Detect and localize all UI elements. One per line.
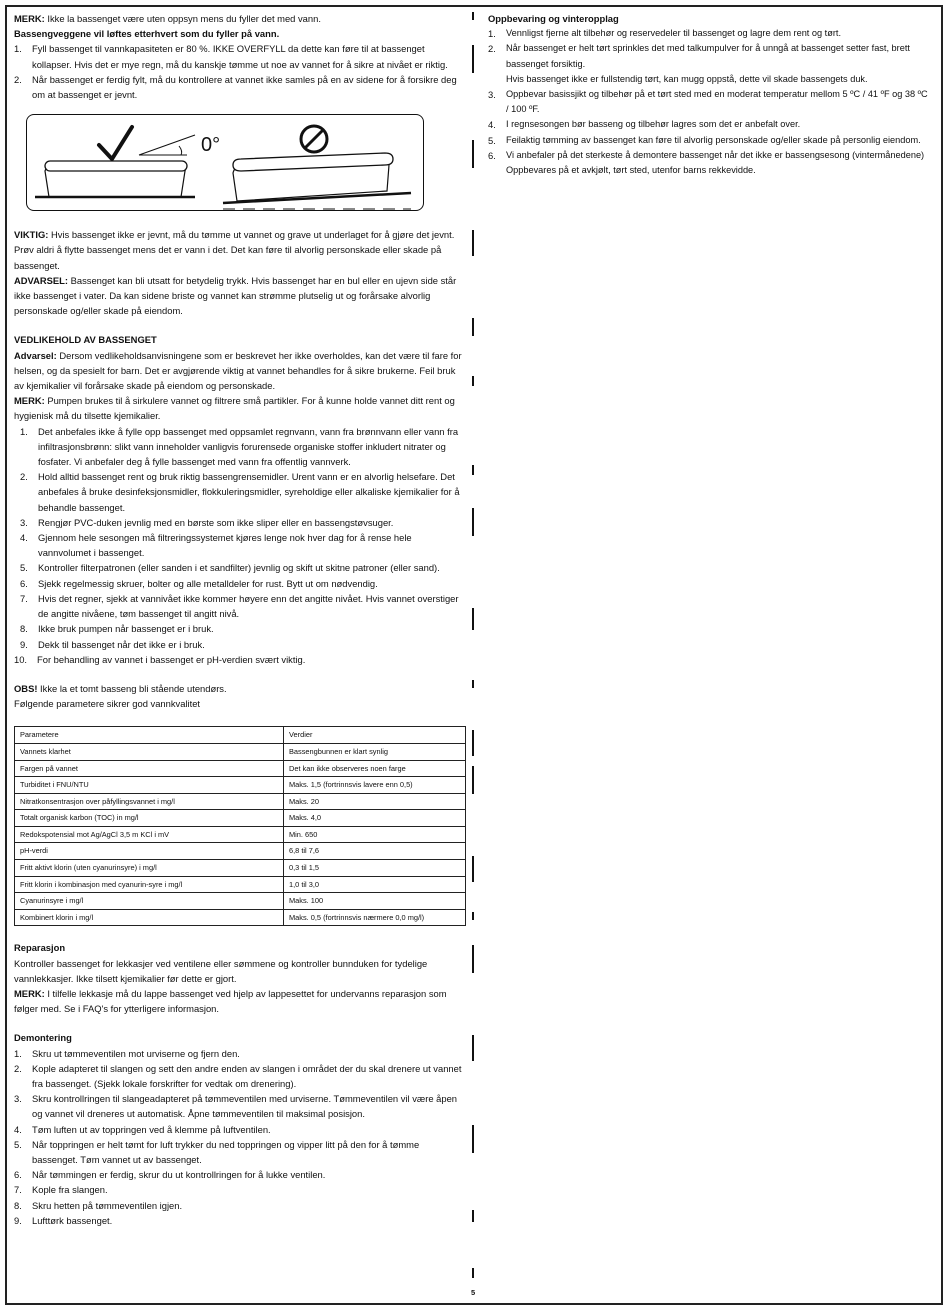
params-intro: Følgende parametere sikrer god vannkvalitet — [14, 698, 201, 710]
list-item: 2. Hold alltid bassenget rent og bruk riktig bassengrensemidler. Urent vann er en alvorlig helsefare. Det anbefales å bruke desinfeksjonsmidler, flokkuleringsmidler, syreholdige eller alkaliske kjemikalier for å behandle bassenget. — [20, 471, 460, 513]
list-item: 2. Når bassenget er ferdig fylt, må du kontrollere at vannet ikke samles på en av sidene for å forsikre deg om at bassenget er jevnt. — [14, 73, 457, 101]
merk-pump: MERK: Pumpen brukes til å sirkulere vannet og filtrere små partikler. For å kunne holde vannet ditt rent og hygienisk må du tilsette kjemikalier. — [14, 395, 455, 422]
list-item: 4. Tøm luften ut av toppringen ved å klemme på luftventilen. — [14, 1123, 271, 1135]
column-divider-mark — [472, 1210, 474, 1222]
storage-step-text: Når bassenget er helt tørt sprinkles det med talkumpulver for å unngå at bassenget setter fast, brett bassenget forsiktig. — [506, 43, 910, 69]
list-item: 5. Når toppringen er helt tømt for luft trykker du ned toppringen og vipper litt på den for å tømme bassenget. Tøm vannet ut av bassenget. — [14, 1138, 420, 1166]
table-row: Cyanurinsyre i mg/l Maks. 100 — [15, 893, 466, 910]
column-divider-mark — [472, 730, 474, 756]
level-pool-illustration — [27, 115, 423, 210]
column-divider-mark — [472, 608, 474, 630]
table-row: Redokspotensial mot Ag/AgCl 3,5 m KCl i mV Min. 650 — [15, 826, 466, 843]
right-column — [488, 11, 932, 178]
column-divider-mark — [472, 856, 474, 882]
list-item: 8. Skru hetten på tømmeventilen igjen. — [14, 1199, 183, 1211]
list-item: 3. Rengjør PVC-duken jevnlig med en børste som ikke sliper eller en bassengstøvsuger. — [20, 516, 394, 528]
list-item: 7. Hvis det regner, sjekk at vannivået ikke kommer høyere enn det angitte nivået. Hvis vannet overstiger de angitte nivåene, tøm bassenget til angitt nivå. — [20, 592, 459, 620]
checkmark-icon — [99, 127, 132, 159]
list-item: 9. Lufttørk bassenget. — [14, 1214, 113, 1226]
tilted-pool — [223, 153, 411, 203]
table-row: Vannets klarhet Bassengbunnen er klart synlig — [15, 743, 466, 760]
storage-step-extra: Hvis bassenget ikke er fullstendig tørt, kan mugg oppstå, dette vil skade bassengets duk. — [506, 73, 868, 84]
column-divider-mark — [472, 45, 474, 73]
level-pool-figure — [26, 114, 424, 211]
viktig-note: VIKTIG: Hvis bassenget ikke er jevnt, må du tømme ut vannet og grave ut underlaget for å gjøre det jevnt. Prøv aldri å flytte bassenget mens det er vann i det. Det kan føre til alvorlig personskade eller skade på bassenget. — [14, 229, 455, 271]
list-item: 1. Vennligst fjerne alt tilbehør og reservedeler til bassenget og lagre dem rent og tørt. — [488, 28, 842, 40]
fill-steps — [14, 41, 466, 102]
table-row: Turbiditet i FNU/NTU Maks. 1,5 (fortrinnsvis lavere enn 0,5) — [15, 777, 466, 794]
column-divider-mark — [472, 912, 474, 920]
list-item: 2. Når bassenget er helt tørt sprinkles det med talkumpulver for å unngå at bassenget setter fast, brett bassenget forsiktig. Hvis bassenget ikke er fullstendig tørt, kan mugg oppstå, dette vil skade bassengets duk. — [488, 43, 910, 84]
merk-repair: MERK: I tilfelle lekkasje må du lappe bassenget ved hjelp av lappesettet for undervanns reparasjon som følger med. Se i FAQ's for ytterligere informasjon. — [14, 988, 447, 1015]
table-row: pH-verdi 6,8 til 7,6 — [15, 843, 466, 860]
column-divider-mark — [472, 140, 474, 168]
dismantle-heading: Demontering — [14, 1032, 72, 1044]
left-column — [14, 11, 466, 1228]
prohibited-icon — [301, 126, 327, 152]
list-item: 9. Dekk til bassenget når det ikke er i bruk. — [20, 638, 205, 650]
list-item: 1. Det anbefales ikke å fylle opp bassenget med oppsamlet regnvann, vann fra brønnvann eller vann fra infiltrasjonsbrønn: slikt vann inneholder vanligvis forurensede organiske stoffer inkludert nitrater og fosfater. Vi anbefaler deg å fylle bassenget med vann fra offentlig vannverk. — [20, 425, 459, 468]
merk-intro: MERK: Ikke la bassenget være uten oppsyn mens du fyller det med vann. — [14, 13, 321, 24]
list-item: 1. Skru ut tømmeventilen mot urviserne og fjern den. — [14, 1047, 240, 1059]
water-parameters-table — [14, 726, 466, 926]
angle-indicator — [139, 135, 195, 155]
list-item: 8. Ikke bruk pumpen når bassenget er i bruk. — [20, 623, 214, 635]
table-row: Nitratkonsentrasjon over påfyllingsvannet i mg/l Maks. 20 — [15, 793, 466, 810]
column-divider-mark — [472, 318, 474, 336]
dismantle-steps — [14, 1046, 466, 1228]
page-number: 5 — [471, 1288, 476, 1297]
level-pool — [35, 161, 195, 197]
column-divider-mark — [472, 508, 474, 536]
column-divider-mark — [472, 945, 474, 973]
column-divider-mark — [472, 1268, 474, 1278]
table-row: Totalt organisk karbon (TOC) in mg/l Maks. 4,0 — [15, 810, 466, 827]
storage-steps — [488, 26, 932, 178]
list-item: 7. Kople fra slangen. — [14, 1184, 108, 1196]
storage-heading: Oppbevaring og vinteropplag — [488, 13, 619, 24]
table-row: Fritt aktivt klorin (uten cyanurinsyre) i mg/l 0,3 til 1,5 — [15, 860, 466, 877]
walls-heading: Bassengveggene vil løftes etterhvert som du fyller på vann. — [14, 28, 280, 40]
obs-note: OBS! Ikke la et tomt basseng bli stående utendørs. — [14, 682, 227, 694]
column-divider-mark — [472, 1035, 474, 1061]
angle-label: 0° — [201, 134, 221, 157]
list-item: 5. Kontroller filterpatronen (eller sanden i et sandfilter) jevnlig og skift ut skitne patroner (eller sand). — [20, 562, 440, 574]
advarsel-maintenance: Advarsel: Dersom vedlikeholdsanvisningene som er beskrevet her ikke overholdes, kan det være til fare for helsen, og da spesielt for barn. Det er avgjørende viktig at vannet behandles for å sikre brukerne. Feil bruk av kjemikalier vil forårsake skade på eiendom og personskade. — [14, 349, 462, 392]
column-divider-mark — [472, 680, 474, 688]
repair-heading: Reparasjon — [14, 942, 66, 954]
list-item: 1. Fyll bassenget til vannkapasiteten er 80 %. IKKE OVERFYLL da dette kan føre til at bassenget kollapser. Hvis det er mye regn, må du kanskje tømme ut noe av vannet for å sikre at nivået er riktig. — [14, 43, 448, 70]
list-item: 2. Kople adapteret til slangen og sett den andre enden av slangen i området der du skal drenere ut vannet fra bassenget. (Sjekk lokale forskrifter for vedtak om drenering). — [14, 1062, 462, 1090]
list-item: 5. Feilaktig tømming av bassenget kan føre til alvorlig personskade og/eller skade på personlig eiendom. — [488, 134, 921, 146]
column-divider-mark — [472, 465, 474, 475]
column-divider-mark — [472, 766, 474, 794]
list-item: 4. Gjennom hele sesongen må filtreringssystemet kjøres lenge nok hver dag for å rense hele vannvolumet i bassenget. — [20, 532, 412, 559]
column-divider-mark — [472, 230, 474, 256]
table-header-row: Parametere Verdier — [15, 727, 466, 744]
column-divider-mark — [472, 12, 474, 20]
list-item: 10. For behandling av vannet i bassenget er pH-verdien svært viktig. — [14, 653, 306, 665]
list-item: 4. I regnsesongen bør basseng og tilbehør lagres som det er anbefalt over. — [488, 119, 801, 131]
table-row: Fritt klorin i kombinasjon med cyanurin-syre i mg/l 1,0 til 3,0 — [15, 876, 466, 893]
table-row: Fargen på vannet Det kan ikke observeres noen farge — [15, 760, 466, 777]
list-item: 6. Vi anbefaler på det sterkeste å demontere bassenget når det ikke er bassengsesong (vintermånedene) Oppbevares på et avkjølt, tørt sted, utenfor barns rekkevidde. — [488, 149, 925, 176]
list-item: 6. Når tømmingen er ferdig, skrur du ut kontrollringen for å lukke ventilen. — [14, 1169, 326, 1181]
maintenance-steps — [14, 424, 466, 652]
list-item: 3. Oppbevar basissjikt og tilbehør på et tørt sted med en moderat temperatur mellom 5 ºC / 41 ºF og 38 ºC / 100 ºF. — [488, 89, 928, 115]
list-item: 6. Sjekk regelmessig skruer, bolter og alle metalldeler for rust. Bytt ut om nødvendig. — [20, 577, 378, 589]
table-row: Kombinert klorin i mg/l Maks. 0,5 (fortrinnsvis nærmere 0,0 mg/l) — [15, 909, 466, 926]
column-divider-mark — [472, 1125, 474, 1153]
advarsel-pressure: ADVARSEL: Bassenget kan bli utsatt for betydelig trykk. Hvis bassenget har en bul eller en ujevn side står ikke bassenget i vater. Da kan sidene briste og vannet kan strømme plutselig ut og forårsake alvorlig personskade og/eller skade på eiendom. — [14, 274, 457, 317]
column-divider-mark — [472, 376, 474, 386]
list-item: 3. Skru kontrollringen til slangeadapteret på tømmeventilen med urviserne. Tømmeventilen vil være åpen og vannet vil dreneres ut automatisk. Åpne tømmeventilen til maksimal posisjon. — [14, 1093, 458, 1120]
repair-text: Kontroller bassenget for lekkasjer ved ventilene eller sømmene og kontroller bunnduken for tydelige vannlekkasjer. Ikke tilsett kjemikalier før dette er gjort. — [14, 957, 428, 984]
maintenance-heading: VEDLIKEHOLD AV BASSENGET — [14, 334, 157, 346]
